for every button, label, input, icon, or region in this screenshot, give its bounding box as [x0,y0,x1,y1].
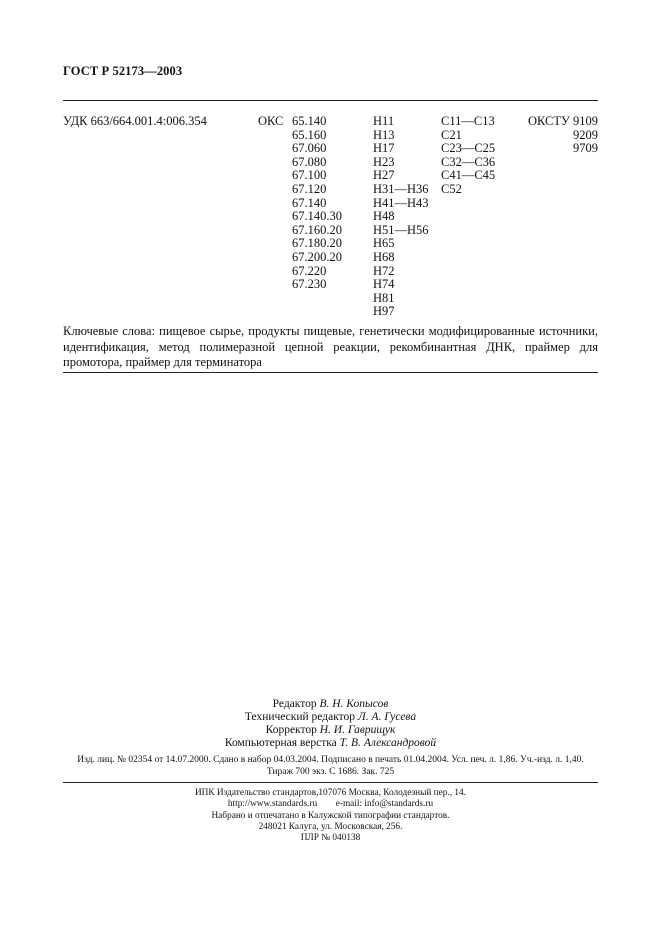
imprint-block [63,755,598,778]
top-divider [63,100,598,101]
tech-editor-name: Л. А. Гусева [357,711,417,723]
okstu-codes [560,115,598,156]
publisher-line-2: http://www.standards.ru e-mail: info@standards.ru [227,799,434,810]
h-code: Н68 [373,249,395,264]
imprint-line-2: Тираж 700 экз. С 1686. Зак. 725 [266,766,395,777]
c-codes [441,115,495,197]
oks-code: 67.220 [292,263,327,278]
c-code: С41—С45 [441,168,496,183]
proofreader-name: Н. И. Гаврищук [319,724,396,736]
okstu-code: 9209 [573,127,598,142]
c-code: С23—С25 [441,141,496,156]
imprint-line-1: Изд. лиц. № 02354 от 14.07.2000. Сдано в набор 04.03.2004. Подписано в печать 01.04.2004. Усл. печ. л. 1,86. Уч.-изд. л. 1,40. [77,755,584,765]
editor-role: Редактор [272,698,317,710]
okstu-label: ОКСТУ [528,114,570,128]
proofreader-role: Корректор [265,724,317,736]
layout-name: Т. В. Александровой [339,737,437,749]
oks-codes [292,115,342,292]
publisher-line-3: Набрано и отпечатано в Калужской типографии стандартов. [211,810,450,821]
h-code: Н65 [373,236,395,251]
h-code: Н81 [373,290,395,305]
publisher-block [63,788,598,844]
h-code: Н13 [373,127,395,142]
oks-code: 67.080 [292,154,327,169]
tech-editor-line [63,711,598,724]
okstu-code: 9109 [573,114,598,128]
keywords-divider [63,372,598,373]
h-code: Н48 [373,209,395,224]
oks-code: 67.140 [292,195,327,210]
h-code: Н31—Н36 [373,181,429,196]
h-codes [373,115,429,319]
oks-code: 67.140.30 [292,209,342,224]
keywords-paragraph: Ключевые слова: пищевое сырье, продукты пищевые, генетически модифицированные источники, идентификация, метод полимеразной цепной реакции, рекомбинантная ДНК, праймер для промотора, праймер для терминатора [63,324,598,370]
document-number: ГОСТ Р 52173—2003 [63,64,183,78]
c-code: С32—С36 [441,154,496,169]
udc-code: УДК 663/664.001.4:006.354 [63,114,207,128]
editor-line [63,698,598,711]
proofreader-line [63,724,598,737]
oks-code: 67.060 [292,141,327,156]
h-code: Н17 [373,141,395,156]
publisher-line-1: ИПК Издательство стандартов,107076 Москва, Колодезный пер., 14. [194,788,467,798]
oks-code: 67.160.20 [292,222,342,237]
h-code: Н51—Н56 [373,222,429,237]
publisher-line-5: ПЛР № 040138 [300,833,361,844]
c-code: С21 [441,127,462,142]
imprint-divider [63,782,598,783]
h-code: Н72 [373,263,395,278]
oks-code: 67.100 [292,168,327,183]
h-code: Н97 [373,304,395,319]
credits-block [63,698,598,750]
layout-line [63,737,598,750]
h-code: Н23 [373,154,395,169]
oks-code: 67.120 [292,181,327,196]
oks-code: 67.180.20 [292,236,342,251]
c-code: С11—С13 [441,114,495,128]
h-code: Н41—Н43 [373,195,429,210]
tech-editor-role: Технический редактор [244,711,356,723]
c-code: С52 [441,181,462,196]
oks-code: 65.160 [292,127,327,142]
h-code: Н27 [373,168,395,183]
publisher-line-4: 248021 Калуга, ул. Московская, 256. [258,821,403,832]
layout-role: Компьютерная верстка [224,737,337,749]
oks-code: 67.200.20 [292,249,342,264]
editor-name: В. Н. Копысов [319,698,389,710]
h-code: Н11 [373,114,395,128]
okstu-code: 9709 [573,141,598,156]
oks-label: ОКС [258,114,284,128]
oks-code: 65.140 [292,114,327,128]
h-code: Н74 [373,277,395,292]
oks-code: 67.230 [292,277,327,292]
